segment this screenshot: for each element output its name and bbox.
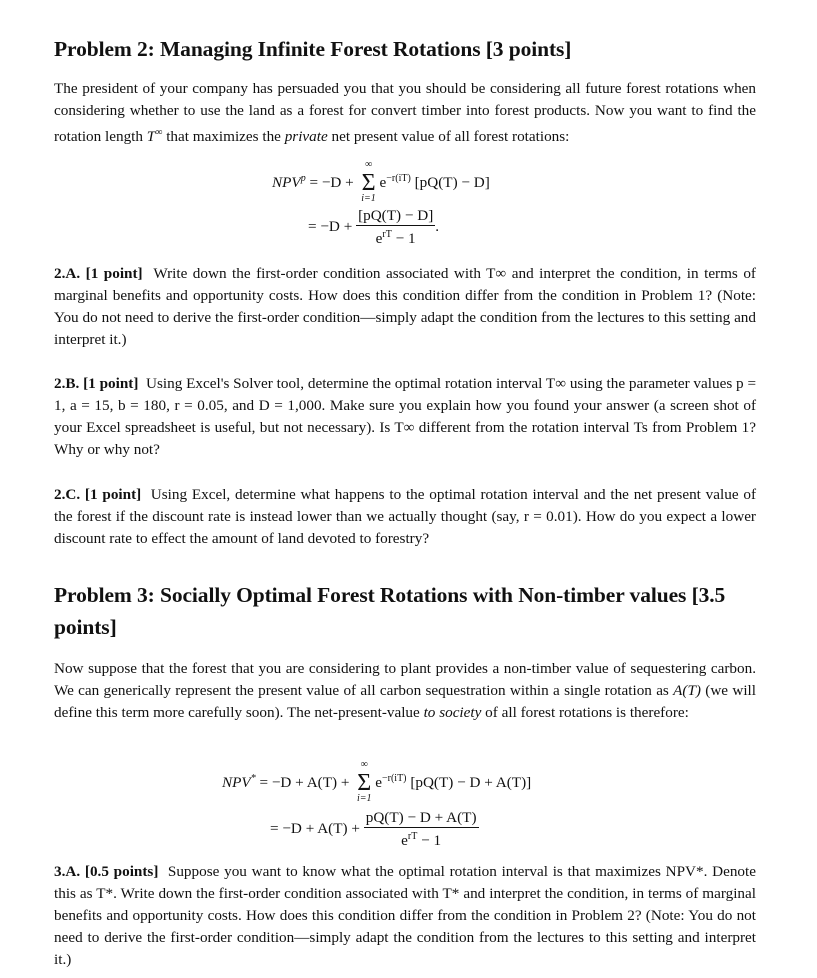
sum-symbol: ∞ Σ i=1 <box>356 759 372 804</box>
equation-npv-social-closed: = −D + A(T) + $\frac{pQ(T) - D + A(T)}{e^{rT} - 1}$ <box>270 809 477 850</box>
sum-symbol: ∞ Σ i=1 <box>361 159 376 204</box>
problem-3-intro: Now suppose that the forest that you are considering to plant provides a non-timber value of sequestering carbon. We can generically represent the present value of all carbon sequestration within a single rotation as A(T) (we will define this term more carefully soon). The net-present-value to society of all forest rotations is therefore: <box>54 660 756 721</box>
equation-npv-private: $NPV^p = -D$ + ∞ Σ i=1 $e^{-r(iT)}$ [pQ(T) − D] <box>272 159 490 204</box>
question-2c: 2.C. [1 point] Using Excel, determine what happens to the optimal rotation interval and the net present value of the forest if the discount rate is instead lower than we actually thought (say, r = 0.01). How do you expect a lower discount rate to effect the amount of land devoted to forestry? <box>54 486 757 547</box>
question-2a: 2.A. [1 point] Write down the first-order condition associated with T∞ and interpret the condition, in terms of marginal benefits and opportunity costs. How does this condition differ from the condition in Problem 1? (Note: You do not need to derive the first-order condition—simply adapt the condition from the lectures to this setting and interpret it.) <box>54 265 756 348</box>
problem-2-title: Problem 2: Managing Infinite Forest Rotations [3 points] <box>54 37 572 61</box>
problem-2-intro: The president of your company has persuaded you that you should be considering all future forest rotations when considering whether to use the land as a forest for convert timber into forest products. Now you want to find the rotation length T∞ that maximizes the private net present value of all forest rotations: <box>54 80 756 146</box>
equation-npv-private-closed: = −D + $\frac{[pQ(T) - D]}{e^{rT} - 1}$ . <box>308 207 440 248</box>
fraction: $\frac{pQ(T) - D + A(T)}{e^{rT} - 1}$ <box>365 809 477 850</box>
equation-npv-social: NPV* = −D + A(T) + ∞ Σ i=1 $e^{-r(iT)}$ [pQ(T) − D + A(T)] <box>222 759 532 804</box>
fraction: $\frac{[pQ(T) - D]}{e^{rT} - 1}$ <box>358 207 434 248</box>
question-3a: 3.A. [0.5 points] Suppose you want to know what the optimal rotation interval is that maximizes NPV*. Denote this as T*. Write down the first-order condition associated with T* and interpret the condition, in terms of marginal benefits and opportunity costs. How does this condition differ from the condition in Problem 2? (Note: You do not need to derive the first-order condition—simply adapt the condition from the lectures to this setting and interpret it.) <box>54 863 756 968</box>
question-2b: 2.B. [1 point] Using Excel's Solver tool, determine the optimal rotation interval T∞ using the parameter values p = 1, a = 15, b = 180, r = 0.05, and D = 1,000. Make sure you explain how you found your answer (a screen shot of your Excel spreadsheet is useful, but not necessary). Is T∞ different from the rotation interval Ts from Problem 1? Why or why not? <box>54 375 757 458</box>
problem-3-title: Problem 3: Socially Optimal Forest Rotations with Non-timber values [3.5 points] <box>54 583 726 639</box>
